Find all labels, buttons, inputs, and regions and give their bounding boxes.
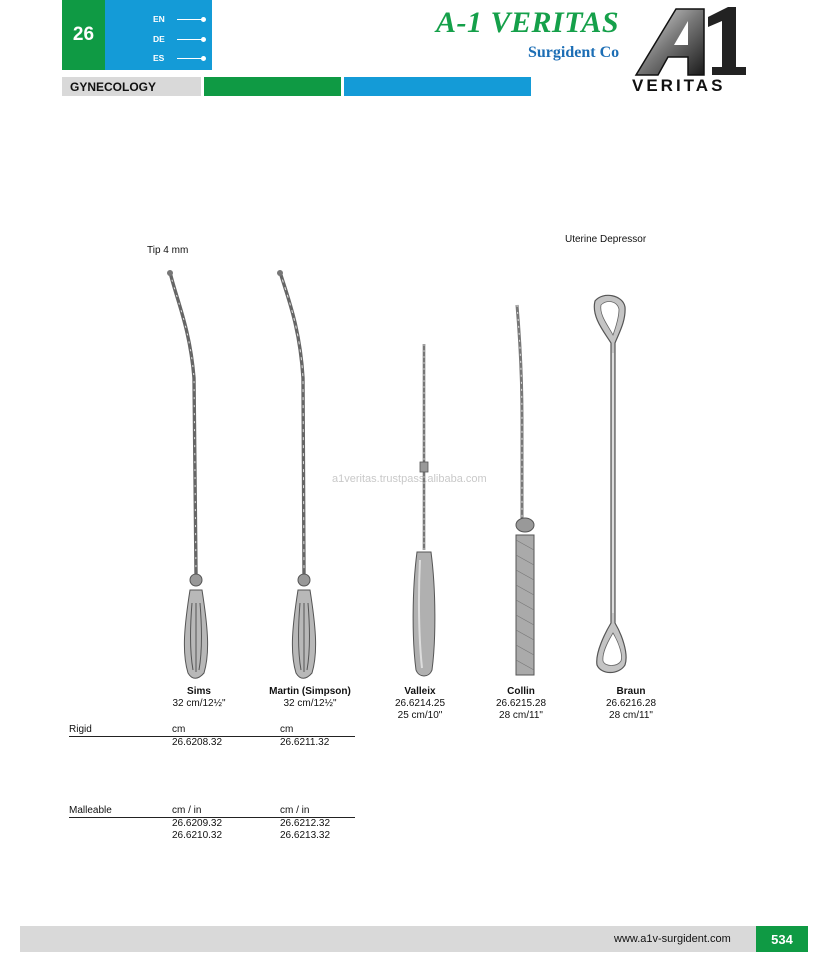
instrument-size-martin: 32 cm/12½"	[283, 698, 337, 709]
sims-sound-illustration	[160, 268, 230, 683]
brand-name: A-1 VERITAS	[436, 6, 620, 39]
instrument-size-valleix: 25 cm/10"	[397, 710, 443, 721]
language-en-dot	[201, 17, 206, 22]
braun-uterine-depressor-illustration	[585, 293, 645, 678]
instrument-name-braun: Braun	[616, 686, 646, 697]
uterine-depressor-note: Uterine Depressor	[565, 234, 647, 245]
language-en-line	[177, 19, 203, 20]
language-de[interactable]: DE	[153, 34, 165, 44]
instrument-size-braun: 28 cm/11"	[609, 710, 653, 721]
rigid-label: Rigid	[69, 724, 92, 735]
language-en[interactable]: EN	[153, 14, 165, 24]
header-blue-bar	[344, 77, 531, 96]
language-de-line	[177, 39, 203, 40]
malleable-col2-unit: cm / in	[280, 805, 310, 816]
logo-text: VERITAS	[632, 76, 726, 95]
instrument-code-valleix: 26.6214.25	[394, 698, 446, 709]
instrument-name-collin: Collin	[507, 686, 535, 697]
malleable-col1-code-1: 26.6209.32	[172, 818, 223, 829]
language-es-line	[177, 58, 203, 59]
rigid-col2-code: 26.6211.32	[280, 737, 330, 748]
rigid-col2-unit: cm	[280, 724, 294, 735]
chapter-number: 26	[62, 0, 105, 70]
martin-simpson-sound-illustration	[270, 268, 340, 683]
rigid-col1-unit: cm	[172, 724, 186, 735]
watermark: a1veritas.trustpass.alibaba.com	[332, 473, 487, 485]
valleix-probe-illustration	[400, 340, 450, 685]
malleable-col1-unit: cm / in	[172, 805, 202, 816]
instrument-size-collin: 28 cm/11"	[499, 710, 543, 721]
header-green-bar	[204, 77, 341, 96]
malleable-col2-code-1: 26.6212.32	[280, 818, 331, 829]
language-es[interactable]: ES	[153, 53, 165, 63]
instrument-name-sims: Sims	[187, 686, 211, 697]
malleable-col1-code-2: 26.6210.32	[172, 830, 223, 841]
language-es-dot	[201, 56, 206, 61]
instrument-name-martin: Martin (Simpson)	[269, 686, 351, 697]
malleable-label: Malleable	[69, 805, 112, 816]
footer-url[interactable]: www.a1v-surgident.com	[614, 933, 731, 945]
section-title: GYNECOLOGY	[62, 77, 201, 96]
instrument-size-sims: 32 cm/12½"	[172, 698, 226, 709]
language-de-dot	[201, 37, 206, 42]
language-selector	[105, 0, 212, 70]
rigid-col1-code: 26.6208.32	[172, 737, 223, 748]
a1-logo-icon	[628, 3, 748, 95]
instrument-code-braun: 26.6216.28	[605, 698, 657, 709]
instrument-code-collin: 26.6215.28	[495, 698, 547, 709]
tip-note: Tip 4 mm	[147, 245, 189, 256]
malleable-col2-code-2: 26.6213.32	[280, 830, 331, 841]
collin-uterine-sound-illustration	[500, 300, 550, 685]
page-number: 534	[756, 926, 808, 952]
instrument-name-valleix: Valleix	[404, 686, 436, 697]
brand-subtitle: Surgident Co	[528, 44, 620, 61]
